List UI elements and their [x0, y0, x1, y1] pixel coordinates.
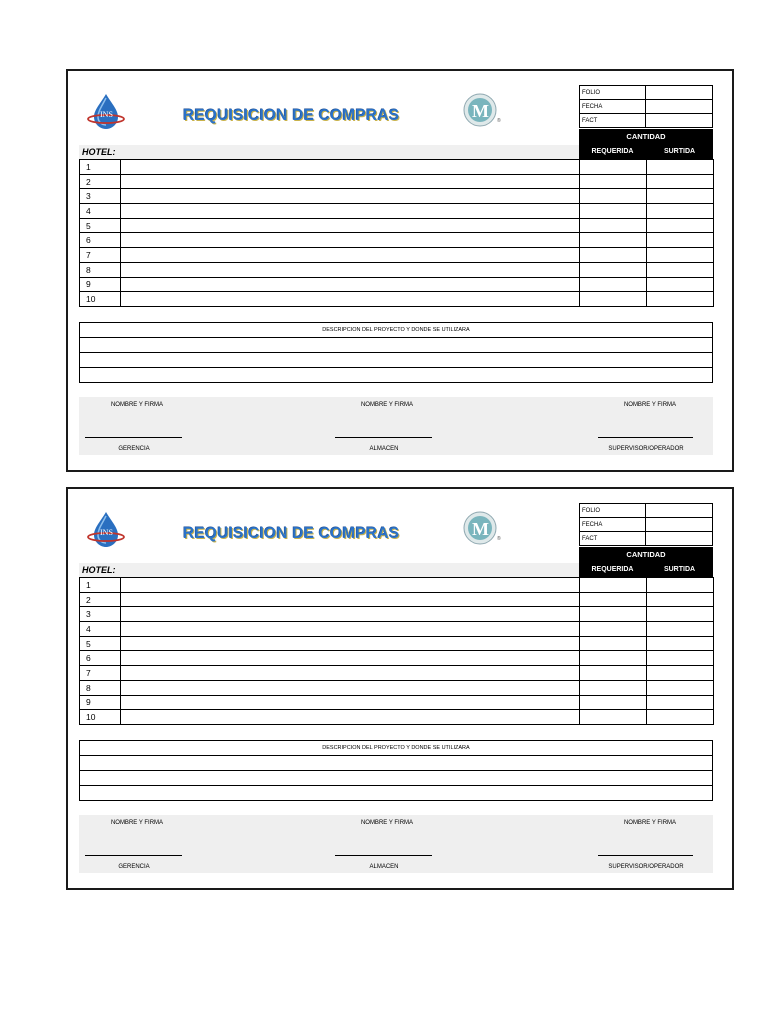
- signature-line-gerencia[interactable]: [85, 437, 182, 438]
- item-description-cell[interactable]: [121, 160, 580, 175]
- item-row: [80, 277, 714, 292]
- item-number: 7: [80, 666, 121, 681]
- project-description-line[interactable]: [80, 771, 713, 786]
- requerida-cell[interactable]: [580, 277, 647, 292]
- item-description-cell[interactable]: [121, 636, 580, 651]
- item-number: 2: [80, 174, 121, 189]
- item-row: [80, 233, 714, 248]
- requerida-cell[interactable]: [580, 666, 647, 681]
- item-number: 6: [80, 651, 121, 666]
- item-row: [80, 695, 714, 710]
- fact-field[interactable]: [646, 532, 713, 546]
- form-title: REQUISICION DE COMPRAS: [183, 107, 400, 124]
- project-description-label: DESCRIPCION DEL PROYECTO Y DONDE SE UTILIZARA: [80, 323, 713, 338]
- requerida-cell[interactable]: [580, 695, 647, 710]
- signature-role-supervisor: SUPERVISOR/OPERADOR: [608, 446, 684, 452]
- item-row: [80, 248, 714, 263]
- svg-text:M: M: [472, 519, 489, 539]
- item-description-cell[interactable]: [121, 607, 580, 622]
- item-description-cell[interactable]: [121, 233, 580, 248]
- item-description-cell[interactable]: [121, 578, 580, 593]
- hotel-bar[interactable]: [79, 145, 579, 159]
- item-row: [80, 710, 714, 725]
- requerida-cell[interactable]: [580, 710, 647, 725]
- surtida-cell[interactable]: [647, 636, 714, 651]
- surtida-cell[interactable]: [647, 174, 714, 189]
- signature-name-label-almacen: NOMBRE Y FIRMA: [360, 820, 414, 826]
- ins-drop-logo: [86, 510, 126, 550]
- signature-line-supervisor[interactable]: [598, 437, 693, 438]
- requerida-cell[interactable]: [580, 189, 647, 204]
- item-number: 1: [80, 578, 121, 593]
- item-number: 6: [80, 233, 121, 248]
- hotel-label: HOTEL:: [82, 147, 116, 157]
- item-description-cell[interactable]: [121, 695, 580, 710]
- item-row: [80, 292, 714, 307]
- requerida-cell[interactable]: [580, 233, 647, 248]
- item-row: [80, 666, 714, 681]
- item-description-cell[interactable]: [121, 622, 580, 637]
- item-row: [80, 592, 714, 607]
- svg-text:M: M: [472, 101, 489, 121]
- folio-info-table: [579, 503, 713, 546]
- signature-name-label-supervisor: NOMBRE Y FIRMA: [623, 820, 677, 826]
- surtida-cell[interactable]: [647, 262, 714, 277]
- hotel-label: HOTEL:: [82, 565, 116, 575]
- signature-role-almacen: ALMACEN: [369, 446, 399, 452]
- item-description-cell[interactable]: [121, 189, 580, 204]
- requerida-cell[interactable]: [580, 636, 647, 651]
- item-number: 9: [80, 695, 121, 710]
- item-row: [80, 680, 714, 695]
- fecha-field[interactable]: [646, 100, 713, 114]
- project-description-label: DESCRIPCION DEL PROYECTO Y DONDE SE UTILIZARA: [80, 741, 713, 756]
- surtida-cell[interactable]: [647, 218, 714, 233]
- requerida-cell[interactable]: [580, 160, 647, 175]
- item-description-cell[interactable]: [121, 218, 580, 233]
- item-number: 5: [80, 636, 121, 651]
- surtida-cell[interactable]: [647, 189, 714, 204]
- signature-line-almacen[interactable]: [335, 437, 432, 438]
- signature-role-gerencia: GERENCIA: [118, 864, 150, 870]
- item-description-cell[interactable]: [121, 248, 580, 263]
- project-description-line[interactable]: [80, 368, 713, 383]
- fecha-field[interactable]: [646, 518, 713, 532]
- item-description-cell[interactable]: [121, 710, 580, 725]
- item-number: 2: [80, 592, 121, 607]
- surtida-cell[interactable]: [647, 651, 714, 666]
- surtida-cell[interactable]: [647, 622, 714, 637]
- surtida-cell[interactable]: [647, 680, 714, 695]
- item-description-cell[interactable]: [121, 592, 580, 607]
- cantidad-header: CANTIDAD: [579, 129, 713, 145]
- item-number: 10: [80, 292, 121, 307]
- item-row: [80, 160, 714, 175]
- svg-text:®: ®: [497, 536, 501, 542]
- signature-line-gerencia[interactable]: [85, 855, 182, 856]
- surtida-cell[interactable]: [647, 204, 714, 219]
- requerida-cell[interactable]: [580, 607, 647, 622]
- folio-field[interactable]: [646, 504, 713, 518]
- project-description-line[interactable]: [80, 786, 713, 801]
- signature-name-label-gerencia: NOMBRE Y FIRMA: [110, 402, 164, 408]
- item-number: 3: [80, 189, 121, 204]
- surtida-cell[interactable]: [647, 292, 714, 307]
- item-description-cell[interactable]: [121, 174, 580, 189]
- requerida-cell[interactable]: [580, 292, 647, 307]
- item-number: 4: [80, 204, 121, 219]
- requerida-cell[interactable]: [580, 204, 647, 219]
- fact-label: FACT: [580, 532, 646, 546]
- item-row: [80, 622, 714, 637]
- svg-text:INS: INS: [100, 110, 113, 119]
- item-description-cell[interactable]: [121, 204, 580, 219]
- surtida-cell[interactable]: [647, 578, 714, 593]
- item-row: [80, 204, 714, 219]
- fact-label: FACT: [580, 114, 646, 128]
- item-number: 7: [80, 248, 121, 263]
- m-emblem-logo: [460, 92, 504, 128]
- surtida-cell[interactable]: [647, 160, 714, 175]
- folio-field[interactable]: [646, 86, 713, 100]
- item-number: 8: [80, 262, 121, 277]
- item-description-cell[interactable]: [121, 680, 580, 695]
- item-description-cell[interactable]: [121, 666, 580, 681]
- item-row: [80, 262, 714, 277]
- hotel-bar[interactable]: [79, 563, 579, 577]
- signature-name-label-supervisor: NOMBRE Y FIRMA: [623, 402, 677, 408]
- signature-role-supervisor: SUPERVISOR/OPERADOR: [608, 864, 684, 870]
- item-description-cell[interactable]: [121, 651, 580, 666]
- requerida-cell[interactable]: [580, 248, 647, 263]
- items-table: [79, 159, 714, 307]
- signature-role-almacen: ALMACEN: [369, 864, 399, 870]
- item-number: 5: [80, 218, 121, 233]
- item-row: [80, 607, 714, 622]
- surtida-header: SURTIDA: [646, 563, 713, 577]
- surtida-cell[interactable]: [647, 277, 714, 292]
- item-number: 8: [80, 680, 121, 695]
- fecha-label: FECHA: [580, 100, 646, 114]
- svg-text:INS: INS: [100, 528, 113, 537]
- item-row: [80, 174, 714, 189]
- requerida-header: REQUERIDA: [579, 563, 646, 577]
- items-table: [79, 577, 714, 725]
- item-description-cell[interactable]: [121, 262, 580, 277]
- fact-field[interactable]: [646, 114, 713, 128]
- requerida-cell[interactable]: [580, 622, 647, 637]
- requisition-form-1: [66, 69, 734, 472]
- requisition-form-2: [66, 487, 734, 890]
- signature-role-gerencia: GERENCIA: [118, 446, 150, 452]
- folio-label: FOLIO: [580, 504, 646, 518]
- signature-line-almacen[interactable]: [335, 855, 432, 856]
- surtida-cell[interactable]: [647, 233, 714, 248]
- item-row: [80, 218, 714, 233]
- folio-label: FOLIO: [580, 86, 646, 100]
- project-description-table: [79, 740, 713, 801]
- item-row: [80, 578, 714, 593]
- project-description-line[interactable]: [80, 338, 713, 353]
- cantidad-header: CANTIDAD: [579, 547, 713, 563]
- project-description-line[interactable]: [80, 353, 713, 368]
- surtida-cell[interactable]: [647, 592, 714, 607]
- signature-line-supervisor[interactable]: [598, 855, 693, 856]
- item-row: [80, 189, 714, 204]
- project-description-line[interactable]: [80, 756, 713, 771]
- requerida-cell[interactable]: [580, 262, 647, 277]
- item-row: [80, 651, 714, 666]
- item-number: 3: [80, 607, 121, 622]
- surtida-cell[interactable]: [647, 695, 714, 710]
- svg-text:®: ®: [497, 118, 501, 124]
- item-number: 10: [80, 710, 121, 725]
- requerida-header: REQUERIDA: [579, 145, 646, 159]
- m-emblem-logo: [460, 510, 504, 546]
- requerida-cell[interactable]: [580, 680, 647, 695]
- folio-info-table: [579, 85, 713, 128]
- surtida-cell[interactable]: [647, 248, 714, 263]
- item-number: 9: [80, 277, 121, 292]
- fecha-label: FECHA: [580, 518, 646, 532]
- surtida-cell[interactable]: [647, 607, 714, 622]
- signature-name-label-gerencia: NOMBRE Y FIRMA: [110, 820, 164, 826]
- item-row: [80, 636, 714, 651]
- item-number: 4: [80, 622, 121, 637]
- item-number: 1: [80, 160, 121, 175]
- surtida-cell[interactable]: [647, 666, 714, 681]
- surtida-header: SURTIDA: [646, 145, 713, 159]
- project-description-table: [79, 322, 713, 383]
- requerida-cell[interactable]: [580, 174, 647, 189]
- requerida-cell[interactable]: [580, 651, 647, 666]
- surtida-cell[interactable]: [647, 710, 714, 725]
- item-description-cell[interactable]: [121, 292, 580, 307]
- item-description-cell[interactable]: [121, 277, 580, 292]
- ins-drop-logo: [86, 92, 126, 132]
- form-title: REQUISICION DE COMPRAS: [183, 525, 400, 542]
- requerida-cell[interactable]: [580, 592, 647, 607]
- requerida-cell[interactable]: [580, 218, 647, 233]
- requerida-cell[interactable]: [580, 578, 647, 593]
- signature-name-label-almacen: NOMBRE Y FIRMA: [360, 402, 414, 408]
